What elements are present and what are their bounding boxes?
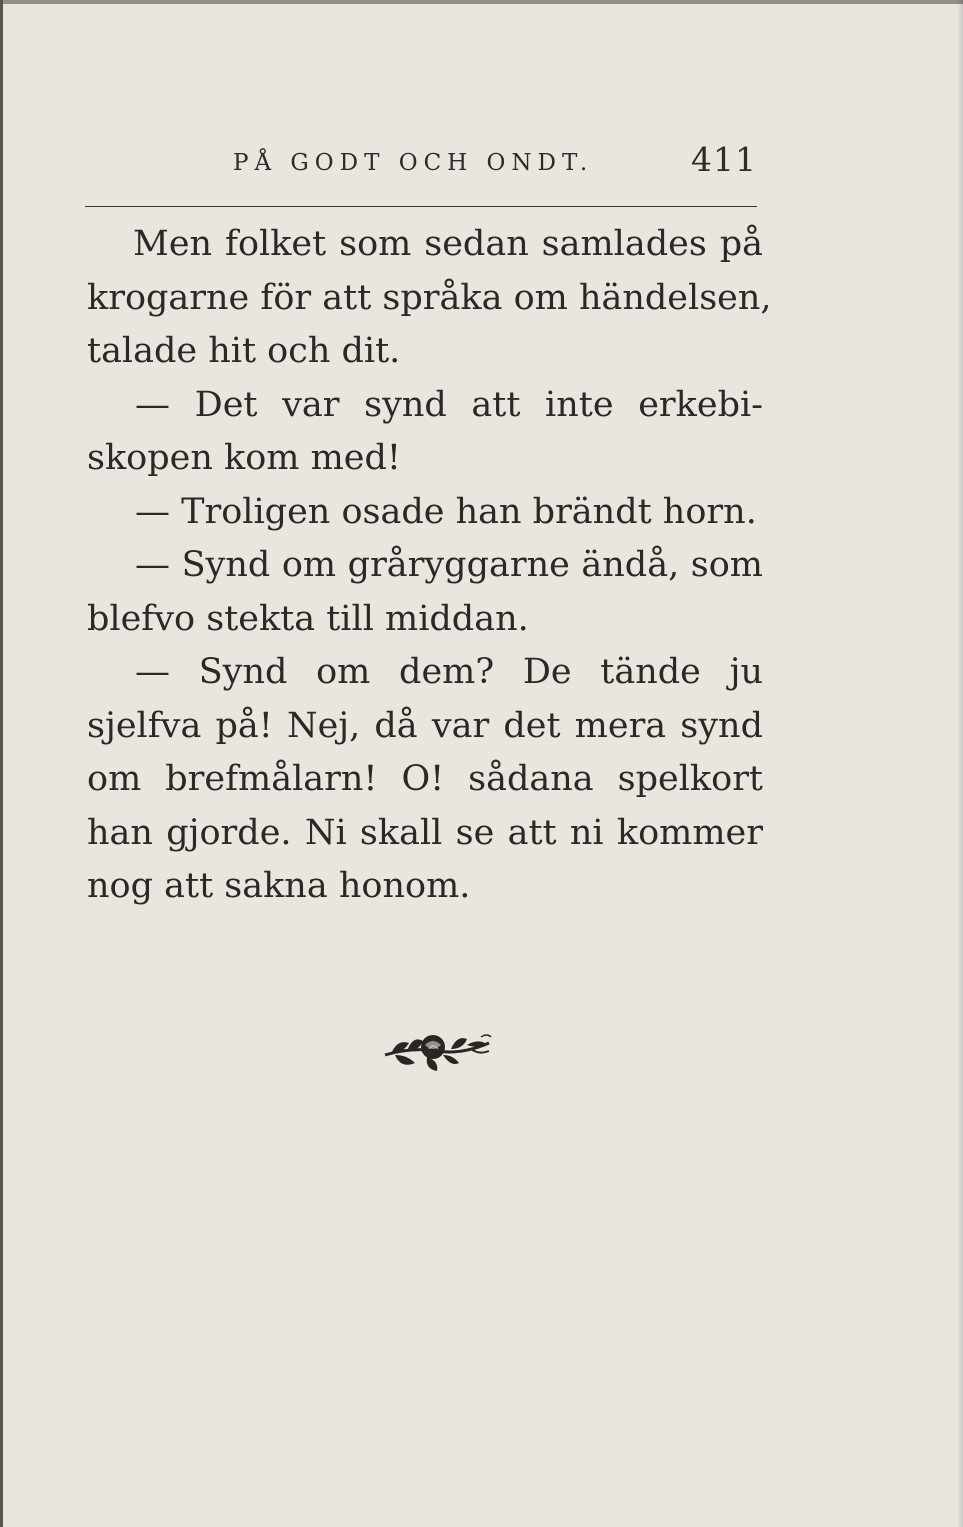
text-line: — Det var synd att inte erkebi- bbox=[135, 384, 763, 425]
text-line: sjelfva på! Nej, då var det mera synd bbox=[87, 705, 763, 746]
text-line: om brefmålarn! O! sådana spelkort bbox=[87, 759, 763, 799]
text-line: blefvo stekta till middan. bbox=[87, 598, 529, 639]
running-title: PÅ GODT OCH ONDT. bbox=[233, 150, 594, 176]
text-line: — Troligen osade han brändt horn. bbox=[135, 491, 757, 532]
text-line: — Synd om dem? De tände ju bbox=[135, 652, 763, 692]
floral-tailpiece-icon bbox=[381, 1025, 493, 1073]
text-line: talade hit och dit. bbox=[87, 331, 401, 371]
text-line: skopen kom med! bbox=[87, 438, 401, 478]
header-rule bbox=[85, 206, 757, 207]
text-line: nog att sakna honom. bbox=[87, 866, 471, 906]
text-line: — Synd om gråryggarne ändå, som bbox=[135, 545, 763, 585]
page-number: 411 bbox=[691, 140, 757, 179]
body-text bbox=[87, 218, 772, 914]
running-head bbox=[85, 140, 757, 184]
text-line: Men folket som sedan samlades på bbox=[133, 224, 763, 264]
text-line: han gjorde. Ni skall se att ni kommer bbox=[87, 812, 763, 853]
text-line: krogarne för att språka om händelsen, bbox=[87, 277, 772, 318]
